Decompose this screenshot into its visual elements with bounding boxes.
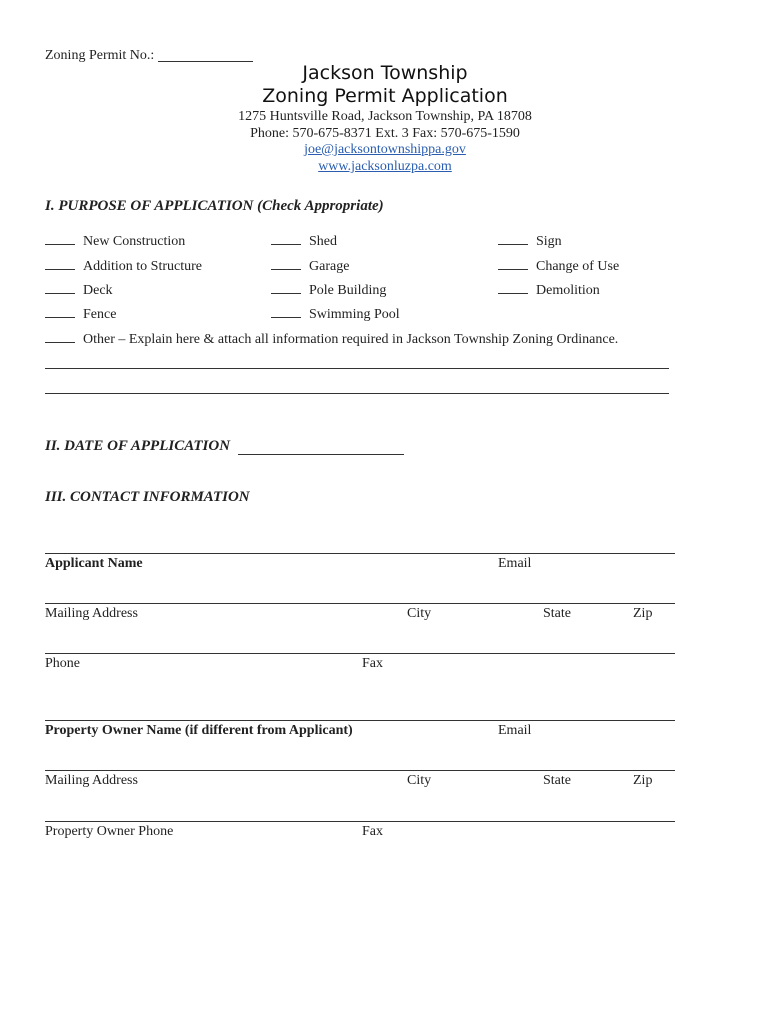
checkbox-blank[interactable] — [45, 305, 75, 318]
option-label: Pole Building — [309, 283, 387, 298]
applicant-name-field[interactable] — [45, 553, 675, 554]
option-fence[interactable] — [45, 305, 116, 323]
applicant-phone-field[interactable] — [45, 653, 675, 654]
owner-zip-label: Zip — [633, 773, 653, 788]
option-swimming-pool[interactable] — [271, 305, 400, 323]
checkbox-blank[interactable] — [271, 305, 301, 318]
option-demolition[interactable] — [498, 281, 600, 299]
owner-fax-label: Fax — [362, 824, 383, 839]
checkbox-blank[interactable] — [498, 257, 528, 270]
checkbox-blank[interactable] — [45, 257, 75, 270]
date-field[interactable] — [238, 454, 404, 455]
applicant-name-label: Applicant Name — [45, 556, 143, 571]
contact-heading: III. CONTACT INFORMATION — [45, 489, 250, 505]
option-change-of-use[interactable] — [498, 257, 619, 275]
option-sign[interactable] — [498, 232, 562, 250]
fax-label: Fax — [362, 656, 383, 671]
checkbox-blank[interactable] — [45, 330, 75, 343]
owner-address-field[interactable] — [45, 770, 675, 771]
option-garage[interactable] — [271, 257, 349, 275]
applicant-address-field[interactable] — [45, 603, 675, 604]
mailing-address-label: Mailing Address — [45, 606, 138, 621]
township-phone-fax: Phone: 570-675-8371 Ext. 3 Fax: 570-675-1590 — [250, 126, 520, 141]
option-label: Addition to Structure — [83, 259, 202, 274]
option-label: Shed — [309, 234, 337, 249]
phone-label: Phone — [45, 656, 80, 671]
option-label: Swimming Pool — [309, 307, 400, 322]
form-title: Zoning Permit Application — [262, 85, 508, 107]
option-pole-building[interactable] — [271, 281, 386, 299]
option-label: Garage — [309, 259, 350, 274]
other-explanation-line-2[interactable] — [45, 393, 669, 394]
date-heading: II. DATE OF APPLICATION — [45, 438, 231, 454]
checkbox-blank[interactable] — [45, 281, 75, 294]
option-label: Demolition — [536, 283, 600, 298]
permit-number-label: Zoning Permit No.: — [45, 48, 155, 63]
option-label: Deck — [83, 283, 113, 298]
owner-mailing-address-label: Mailing Address — [45, 773, 138, 788]
state-label: State — [543, 606, 571, 621]
owner-name-label: Property Owner Name (if different from Applicant) — [45, 723, 353, 738]
option-deck[interactable] — [45, 281, 113, 299]
checkbox-blank[interactable] — [498, 281, 528, 294]
option-shed[interactable] — [271, 232, 337, 250]
owner-email-label: Email — [498, 723, 532, 738]
option-label: New Construction — [83, 234, 186, 249]
owner-phone-label: Property Owner Phone — [45, 824, 174, 839]
checkbox-blank[interactable] — [45, 232, 75, 245]
owner-phone-field[interactable] — [45, 821, 675, 822]
checkbox-blank[interactable] — [271, 281, 301, 294]
applicant-email-label: Email — [498, 556, 532, 571]
email-link[interactable]: joe@jacksontownshippa.gov — [304, 142, 466, 157]
option-label: Change of Use — [536, 259, 620, 274]
city-label: City — [407, 606, 432, 621]
township-title: Jackson Township — [302, 62, 468, 84]
owner-name-field[interactable] — [45, 720, 675, 721]
option-new-construction[interactable] — [45, 232, 185, 250]
checkbox-blank[interactable] — [271, 232, 301, 245]
option-label: Sign — [536, 234, 562, 249]
checkbox-blank[interactable] — [498, 232, 528, 245]
website-link[interactable]: www.jacksonluzpa.com — [318, 159, 452, 174]
purpose-heading: I. PURPOSE OF APPLICATION (Check Appropriate) — [45, 198, 384, 214]
option-label: Other – Explain here & attach all information required in Jackson Township Zoning Ordinance. — [83, 332, 619, 347]
owner-state-label: State — [543, 773, 571, 788]
option-other[interactable] — [45, 330, 618, 348]
zip-label: Zip — [633, 606, 653, 621]
other-explanation-line-1[interactable] — [45, 368, 669, 369]
township-address: 1275 Huntsville Road, Jackson Township, PA 18708 — [238, 109, 532, 124]
checkbox-blank[interactable] — [271, 257, 301, 270]
option-label: Fence — [83, 307, 117, 322]
owner-city-label: City — [407, 773, 432, 788]
option-addition[interactable] — [45, 257, 202, 275]
